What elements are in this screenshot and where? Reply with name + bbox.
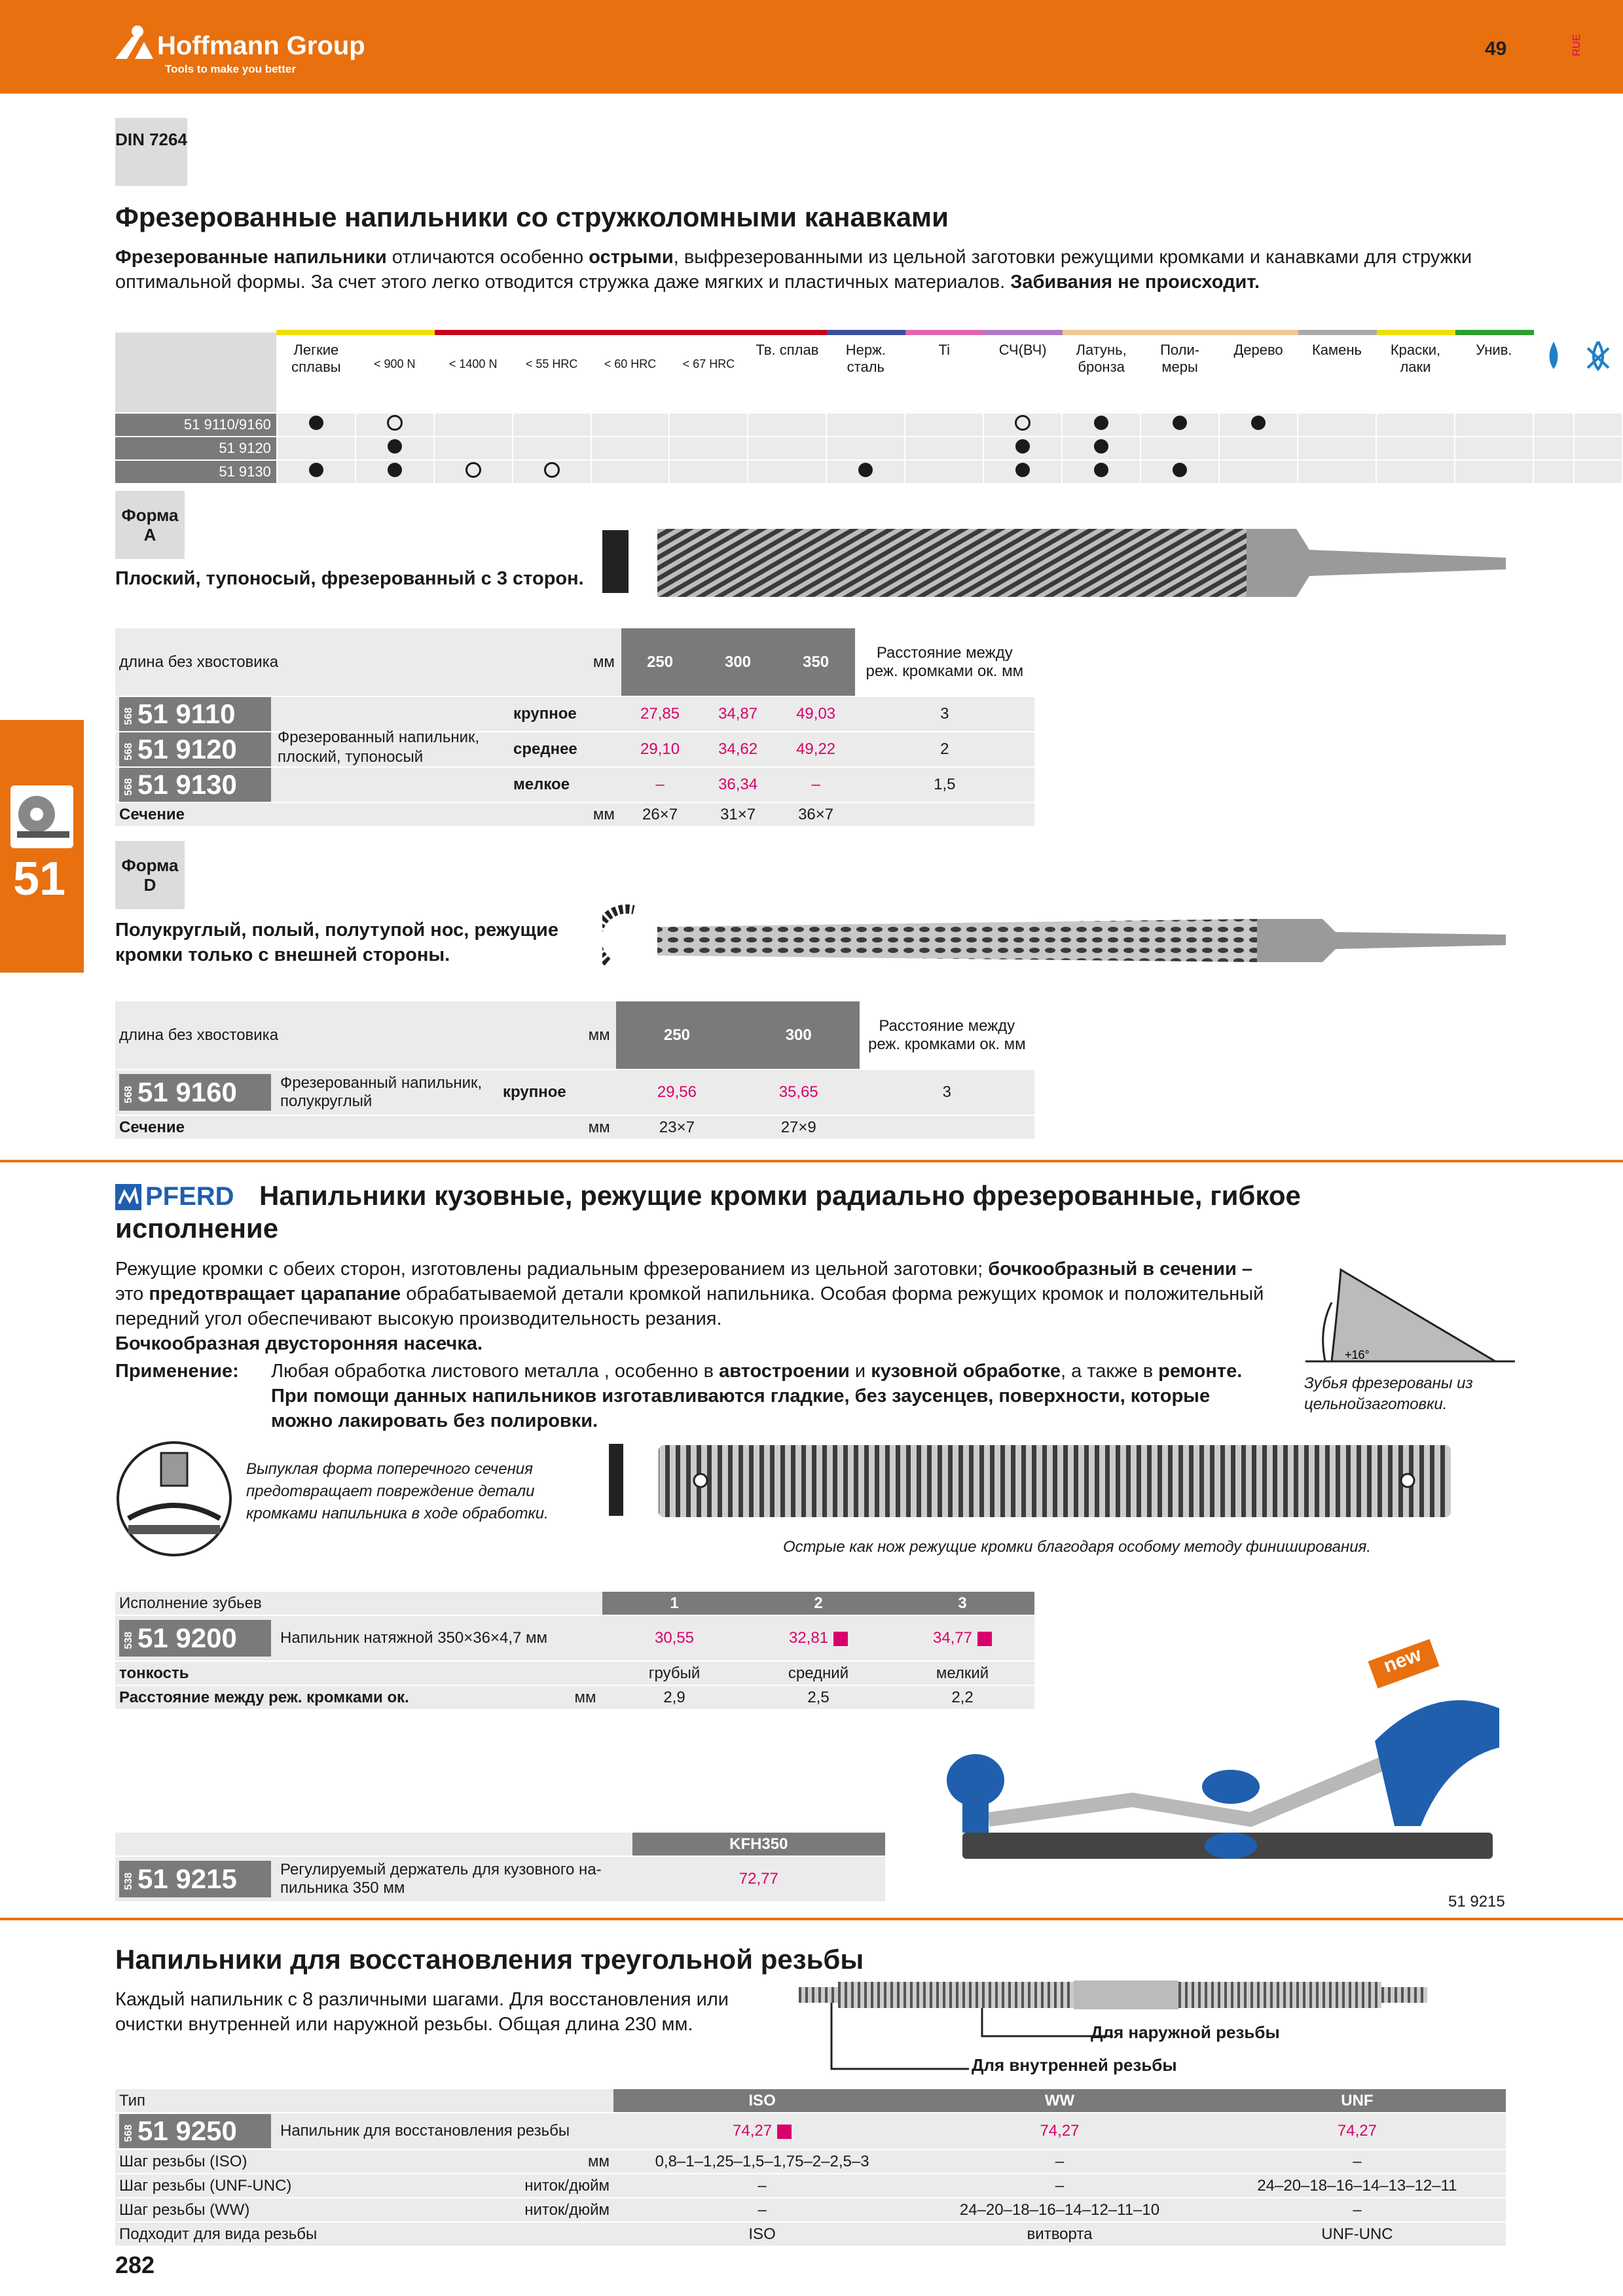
form-d-badge: Форма D (115, 841, 185, 909)
suitable-dot-icon (858, 463, 873, 477)
article-number: 51 9120 (137, 734, 237, 764)
material-col: < 900 N (356, 332, 434, 413)
suitability-cell (1455, 460, 1533, 484)
suitability-cell (1376, 413, 1455, 437)
suitable-dot-icon (309, 463, 323, 477)
thread-value: 24–20–18–16–14–13–12–11 (1209, 2174, 1506, 2198)
thread-value: – (911, 2149, 1209, 2174)
brand-tagline: Tools to make you better (165, 63, 296, 75)
distance-value: 2,5 (746, 1685, 890, 1710)
thread-value: – (1209, 2198, 1506, 2222)
cross-section-icon (115, 1440, 233, 1558)
suitable-dot-icon (1173, 463, 1187, 477)
suitability-cell (1219, 413, 1298, 437)
material-row (115, 460, 1622, 484)
material-col: Латунь, бронза (1062, 332, 1140, 413)
article-cell (115, 696, 587, 732)
row-unit (513, 2222, 613, 2246)
suitability-cell (591, 437, 670, 460)
unit-mm: мм (582, 1001, 616, 1069)
row-unit: ниток/дюйм (513, 2198, 613, 2222)
size-col: 300 (699, 628, 777, 696)
no-coolant-icon (1585, 339, 1611, 372)
hoffmann-logo-icon (115, 24, 156, 60)
table-row (115, 2174, 1506, 2198)
unit-mm: мм (582, 1115, 616, 1139)
half-round-file-image (602, 903, 1506, 975)
price: 35,65 (738, 1069, 860, 1115)
holder-col: KFH350 (632, 1833, 885, 1856)
distance-value: 3 (855, 696, 1034, 732)
form-a-badge: Форма A (115, 491, 185, 559)
section-title: Фрезерованные напильники со стружколомными канавками (115, 202, 949, 232)
section-description: Режущие кромки с обеих сторон, изготовлены радиальным фрезерованием из цельной заготовки; бочкообразный в сечении – это предотвращает царапание обрабатываемой детали кромкой напильника. Особая форма режущих кромок и положительный передний угол обеспечивают высокую производительность резания. Бочкообразная двусторонняя насечка. (115, 1259, 1264, 1354)
dry-col (1574, 332, 1622, 413)
distance-value: 3 (860, 1069, 1034, 1115)
suitability-cell (905, 437, 983, 460)
material-row-code: 51 9120 (115, 437, 277, 460)
fineness: средний (746, 1661, 890, 1685)
suitability-cell (1219, 437, 1298, 460)
material-col: Нерж. сталь (826, 332, 905, 413)
new-price-marker-icon (777, 2125, 792, 2139)
size-col: 350 (777, 628, 855, 696)
body-file-image (602, 1437, 1506, 1529)
cut-type: среднее (513, 740, 577, 758)
suitability-cell (356, 437, 434, 460)
suitability-cell (277, 437, 356, 460)
row-label: Шаг резьбы (UNF-UNC) (115, 2174, 513, 2198)
article-prefix: 568 (123, 778, 134, 796)
table-row (115, 732, 1034, 767)
suitability-cell (748, 413, 826, 437)
outer-thread-label: Для наружной резьбы (1091, 2022, 1280, 2042)
price-cell: 74,27 (613, 2113, 911, 2149)
material-col: Камень (1298, 332, 1376, 413)
cut-type: мелкое (513, 776, 570, 793)
section-label: Сечение (115, 1115, 582, 1139)
article-number: 51 9200 (137, 1623, 237, 1653)
thread-value: – (613, 2198, 911, 2222)
article-prefix: 568 (123, 742, 134, 761)
material-col: < 1400 N (434, 332, 513, 413)
article-prefix: 568 (123, 1085, 134, 1103)
table-form-d (115, 1001, 1034, 1140)
price: 74,27 (911, 2113, 1209, 2149)
chapter-number: 51 (13, 853, 66, 905)
suitability-cell (669, 413, 748, 437)
pferd-brand: PFERD (115, 1182, 234, 1211)
language-code: RUE (1571, 34, 1582, 56)
din-badge: DIN 7264 (115, 118, 187, 186)
suitability-cell (1376, 460, 1455, 484)
chapter-icon (10, 785, 73, 848)
size-col: 250 (616, 1001, 738, 1069)
conditionally-suitable-icon (465, 462, 481, 478)
conditionally-suitable-icon (544, 462, 560, 478)
suitability-cell (356, 413, 434, 437)
suitability-cell (905, 460, 983, 484)
material-row-code: 51 9130 (115, 460, 277, 484)
distance-value: 2 (855, 732, 1034, 767)
suitability-cell (1298, 460, 1376, 484)
fineness: мелкий (890, 1661, 1034, 1685)
suitability-cell (1455, 413, 1533, 437)
section-size: 26×7 (621, 802, 699, 827)
suitability-cell (356, 460, 434, 484)
suitable-dot-icon (1094, 439, 1108, 454)
article-number: 51 9110 (137, 698, 236, 729)
table-form-a (115, 628, 1034, 827)
section-size: 36×7 (777, 802, 855, 827)
article-description: Фрезерованный напильник, плоский, тупоносый (278, 728, 480, 766)
form-d-description: Полукруглый, полый, полутупой нос, режущие кромки только с внешней стороны. (115, 920, 558, 965)
material-col: СЧ(ВЧ) (983, 332, 1062, 413)
row-label: Шаг резьбы (ISO) (115, 2149, 513, 2174)
table-row (115, 2149, 1506, 2174)
convex-caption: Выпуклая форма поперечного сечения предотвращает повреждение детали кромками напильника в ходе обработки. (246, 1460, 549, 1522)
teeth-col: 2 (746, 1592, 890, 1615)
material-col: Дерево (1219, 332, 1298, 413)
table-row (115, 2222, 1506, 2246)
price: 30,55 (602, 1615, 746, 1661)
teeth-col: 3 (890, 1592, 1034, 1615)
new-price-marker-icon (833, 1632, 848, 1646)
section-title: Напильники кузовные, режущие кромки радиально фрезерованные, гибкое исполнение (115, 1180, 1301, 1244)
teeth-col: 1 (602, 1592, 746, 1615)
thread-value: 0,8–1–1,25–1,5–1,75–2–2,5–3 (613, 2149, 911, 2174)
price: 34,62 (699, 732, 777, 767)
thread-value: – (911, 2174, 1209, 2198)
suitable-dot-icon (309, 416, 323, 430)
brand-name: Hoffmann Group (157, 31, 365, 60)
section-size: 31×7 (699, 802, 777, 827)
table-row (115, 767, 1034, 802)
article-prefix: 568 (123, 2124, 134, 2142)
thread-value: ISO (613, 2222, 911, 2246)
type-label: Тип (115, 2089, 513, 2113)
article-prefix: 538 (123, 1872, 134, 1890)
article-number: 51 9250 (137, 2115, 237, 2146)
price: 29,10 (621, 732, 699, 767)
table-thread-file (115, 2089, 1506, 2247)
suitability-cell (434, 460, 513, 484)
suitability-cell (591, 460, 670, 484)
suitable-dot-icon (388, 439, 402, 454)
material-row (115, 413, 1622, 437)
conditionally-suitable-icon (387, 415, 403, 431)
size-col: 300 (738, 1001, 860, 1069)
file-holder-image (923, 1656, 1512, 1872)
flat-file-image (602, 524, 1506, 602)
suitability-cell (277, 413, 356, 437)
unit-mm: мм (568, 1685, 602, 1710)
distance-value: 2,9 (602, 1685, 746, 1710)
price: 29,56 (616, 1069, 738, 1115)
price: 27,85 (621, 696, 699, 732)
thread-value: – (1209, 2149, 1506, 2174)
section-divider (0, 1918, 1623, 1920)
thread-value: 24–20–18–16–14–12–11–10 (911, 2198, 1209, 2222)
article-cell (115, 2113, 613, 2149)
thread-col: UNF (1209, 2089, 1506, 2113)
row-unit: ниток/дюйм (513, 2174, 613, 2198)
article-description: Регулируемый держатель для кузовного на-пильника 350 мм (280, 1861, 602, 1897)
unit-mm: мм (587, 628, 621, 696)
application-text: Любая обработка листового металла , особенно в автостроении и кузовной обработке, а также в ремонте. При помощи данных напильников изготавливаются гладкие, без заусенцев, поверхности, которые можно лакировать без полировки. (271, 1361, 1243, 1431)
teeth-caption: Зубья фрезерованы из цельнойзаготовки. (1304, 1374, 1473, 1413)
suitability-cell (1140, 413, 1219, 437)
distance-value: 2,2 (890, 1685, 1034, 1710)
suitability-cell (513, 437, 591, 460)
suitability-cell (591, 413, 670, 437)
suitability-cell (1062, 437, 1140, 460)
suitability-cell (1062, 413, 1140, 437)
suitability-cell (1219, 460, 1298, 484)
suitability-cell (1376, 437, 1455, 460)
suitability-cell (277, 460, 356, 484)
new-badge: new (1368, 1639, 1439, 1689)
thread-col: ISO (613, 2089, 911, 2113)
material-col: Тв. сплав (748, 332, 826, 413)
suitability-cell (748, 460, 826, 484)
price-cell: 34,77 (890, 1615, 1034, 1661)
article-cell (115, 1856, 632, 1902)
suitability-cell (434, 437, 513, 460)
suitability-cell (1455, 437, 1533, 460)
suitable-dot-icon (1015, 463, 1030, 477)
price: 49,03 (777, 696, 855, 732)
suitable-dot-icon (1173, 416, 1187, 430)
unit-mm: мм (587, 802, 621, 827)
material-col: < 55 HRC (513, 332, 591, 413)
page-number-top: 49 (1485, 38, 1507, 60)
suitability-cell (1298, 437, 1376, 460)
article-number: 51 9215 (137, 1863, 237, 1894)
section-size: 27×9 (738, 1115, 860, 1139)
price: 49,22 (777, 732, 855, 767)
application-label: Применение: (115, 1361, 239, 1382)
section-description: Каждый напильник с 8 различными шагами. Для восстановления или очистки внутренней или наружной резьбы. Общая длина 230 мм. (115, 1989, 729, 2035)
new-price-marker-icon (977, 1632, 992, 1646)
article-cell (115, 1615, 602, 1661)
distance-header: Расстояние между реж. кромками ок. мм (860, 1001, 1034, 1069)
suitable-dot-icon (1015, 439, 1030, 454)
coolant-col (1533, 332, 1574, 413)
price: 72,77 (632, 1856, 885, 1902)
suitable-dot-icon (1094, 416, 1108, 430)
suitability-cell (983, 460, 1062, 484)
thread-value: – (613, 2174, 911, 2198)
suitability-cell (826, 413, 905, 437)
article-description: Напильник для восстановления резьбы (280, 2122, 570, 2140)
article-description: Напильник натяжной 350×36×4,7 мм (280, 1629, 548, 1647)
suitability-cell (826, 437, 905, 460)
suitability-cell (826, 460, 905, 484)
price: 36,34 (699, 767, 777, 802)
material-col: Краски, лаки (1376, 332, 1455, 413)
section-label: Сечение (115, 802, 587, 827)
suitability-cell (1062, 460, 1140, 484)
price-cell: 32,81 (746, 1615, 890, 1661)
material-col: Ti (905, 332, 983, 413)
article-number: 51 9130 (137, 769, 237, 800)
thread-value: UNF-UNC (1209, 2222, 1506, 2246)
material-col: < 67 HRC (669, 332, 748, 413)
page-number-bottom: 282 (115, 2251, 155, 2278)
thread-col: WW (911, 2089, 1209, 2113)
material-row-code: 51 9110/9160 (115, 413, 277, 437)
suitability-cell (669, 437, 748, 460)
thread-value: витворта (911, 2222, 1209, 2246)
tooth-diagram (1299, 1263, 1522, 1368)
suitability-cell (1140, 460, 1219, 484)
length-label: длина без хвостовика (115, 628, 587, 696)
inner-thread-label: Для внутренней резьбы (972, 2055, 1177, 2075)
suitability-cell (669, 460, 748, 484)
price: – (621, 767, 699, 802)
teeth-header: Исполнение зубьев (115, 1592, 602, 1615)
table-holder (115, 1833, 885, 1903)
material-col: Поли-меры (1140, 332, 1219, 413)
article-cell (115, 767, 587, 802)
coolant-drop-icon (1544, 339, 1563, 372)
suitability-cell (1140, 437, 1219, 460)
size-col: 250 (621, 628, 699, 696)
price: – (777, 767, 855, 802)
section-description: Фрезерованные напильники отличаются особенно острыми, выфрезерованными из цельной заготовки режущими кромками и канавками для стружки оптимальной формы. За счет этого легко отводится стружка даже мягких и пластичных материалов. Забивания не происходит. (115, 247, 1472, 293)
sharp-caption: Острые как нож режущие кромки благодаря особому методу финиширования. (783, 1538, 1372, 1556)
distance-label: Расстояние между реж. кромками ок. (115, 1685, 568, 1710)
table-row (115, 2198, 1506, 2222)
section-title: Напильники для восстановления треугольной резьбы (115, 1944, 864, 1975)
conditionally-suitable-icon (1015, 415, 1030, 431)
article-prefix: 538 (123, 1631, 134, 1649)
svg-text:+16°: +16° (1345, 1348, 1370, 1361)
article-number: 51 9160 (137, 1077, 237, 1107)
cut-type: крупное (503, 1083, 566, 1101)
material-col: Легкие сплавы (277, 332, 356, 413)
material-col: Унив. (1455, 332, 1533, 413)
form-a-description: Плоский, тупоносый, фрезерованный с 3 сторон. (115, 568, 584, 589)
price: 74,27 (1209, 2113, 1506, 2149)
fineness-label: тонкость (115, 1661, 602, 1685)
suitable-dot-icon (1094, 463, 1108, 477)
length-label: длина без хвостовика (115, 1001, 582, 1069)
table-row (115, 696, 1034, 732)
suitability-cell (513, 413, 591, 437)
material-row (115, 437, 1622, 460)
suitability-cell (905, 413, 983, 437)
image-article-code: 51 9215 (1448, 1893, 1505, 1910)
article-cell (115, 1069, 582, 1115)
distance-value: 1,5 (855, 767, 1034, 802)
suitability-cell (513, 460, 591, 484)
row-unit: мм (513, 2149, 613, 2174)
suitable-dot-icon (388, 463, 402, 477)
suitability-cell (434, 413, 513, 437)
article-description: Фрезерованный напильник, полукруглый (280, 1074, 483, 1110)
distance-header: Расстояние между реж. кромками ок. мм (855, 628, 1034, 696)
suitability-cell (983, 413, 1062, 437)
section-size: 23×7 (616, 1115, 738, 1139)
row-label: Шаг резьбы (WW) (115, 2198, 513, 2222)
table-body-file (115, 1592, 1034, 1710)
suitability-cell (1298, 413, 1376, 437)
section-divider (0, 1160, 1623, 1162)
material-matrix (115, 330, 1623, 484)
material-col: < 60 HRC (591, 332, 670, 413)
suitability-cell (983, 437, 1062, 460)
article-prefix: 568 (123, 707, 134, 725)
price: 34,87 (699, 696, 777, 732)
suitability-cell (748, 437, 826, 460)
row-label: Подходит для вида резьбы (115, 2222, 513, 2246)
fineness: грубый (602, 1661, 746, 1685)
cut-type: крупное (513, 705, 577, 723)
suitable-dot-icon (1251, 416, 1266, 430)
